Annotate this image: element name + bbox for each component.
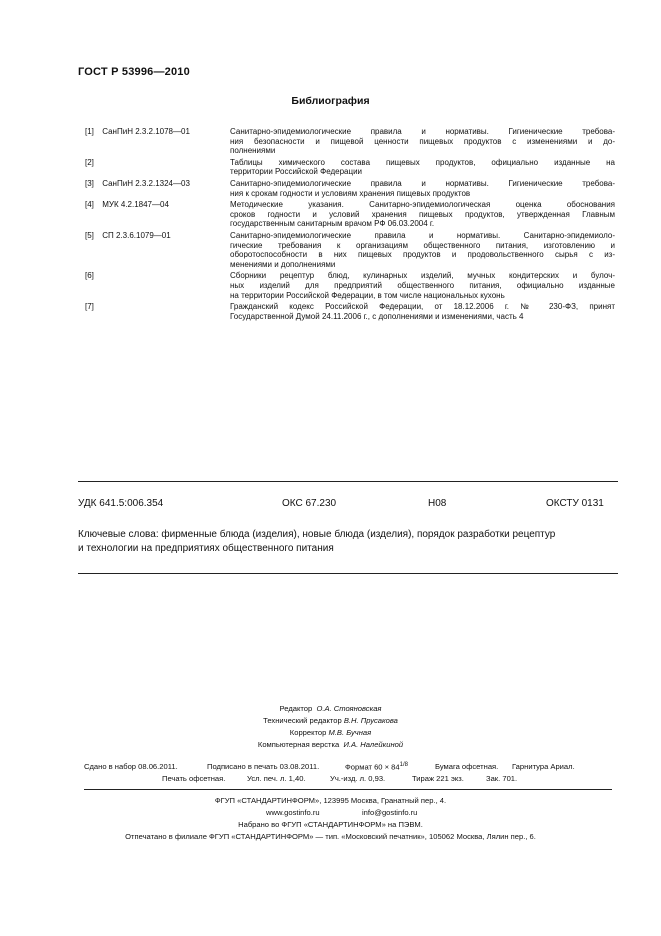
credit-name: М.В. Бучная: [328, 728, 372, 737]
entry-text-line: государственным санитарным врачом РФ 06.03.2004 г.: [230, 219, 435, 229]
publisher-typeset-note: Набрано во ФГУП «СТАНДАРТИНФОРМ» на ПЭВМ.: [238, 820, 423, 829]
imprint-typeset: Сдано в набор 08.06.2011.: [84, 762, 178, 771]
imprint-print: Печать офсетная.: [162, 774, 226, 783]
imprint-paper: Бумага офсетная.: [435, 762, 499, 771]
publisher-printed-note: Отпечатано в филиале ФГУП «СТАНДАРТИНФОРМ» — тип. «Московский печатник», 105062 Москва, Лялин пер., 6.: [125, 832, 536, 841]
keywords: [78, 528, 618, 556]
entry-text-line: Государственной Думой 24.11.2006 г., с дополнениями и изменениями, часть 4: [230, 311, 524, 321]
publisher-website[interactable]: www.gostinfo.ru: [266, 808, 320, 817]
bibliography-entry: [85, 179, 615, 198]
entry-number: [5]: [85, 230, 94, 240]
imprint-font: Гарнитура Ариал.: [512, 762, 575, 771]
entry-text-line: Методические указания. Санитарно-эпидемиологическая оценка обоснования: [230, 200, 615, 210]
entry-number: [7]: [85, 302, 94, 312]
keywords-line: Ключевые слова: фирменные блюда (изделия), новые блюда (изделия), порядок разработки рецептур: [78, 529, 556, 540]
imprint-run: Тираж 221 экз.: [412, 774, 464, 783]
udk-code: УДК 641.5:006.354: [78, 498, 164, 509]
imprint-format-fraction: 1/8: [399, 762, 408, 768]
imprint-pub-sheets: Уч.-изд. л. 0,93.: [330, 774, 386, 783]
entry-text-line: Санитарно-эпидемиологические правила и нормативы. Гигиенические требова-: [230, 127, 615, 136]
entry-text-line: гические требования к организациям общественного питания, изготовлению и: [230, 240, 615, 250]
imprint-format: [345, 762, 408, 772]
bibliography-entry: [85, 302, 615, 321]
credit-corrector: [0, 728, 661, 737]
imprint-signed: Подписано в печать 03.08.2011.: [207, 762, 320, 771]
bibliography-title: Библиография: [291, 95, 370, 107]
credit-label: Компьютерная верстка: [257, 740, 340, 749]
entry-number: [6]: [85, 271, 94, 281]
bibliography-entry: [85, 158, 615, 177]
imprint-format-text: Формат 60 × 84: [345, 762, 400, 772]
divider: [84, 789, 612, 790]
imprint-sheets: Усл. печ. л. 1,40.: [247, 774, 306, 783]
entry-code: МУК 4.2.1847—04: [102, 200, 169, 210]
standard-number: ГОСТ Р 53996—2010: [78, 66, 190, 78]
entry-number: [4]: [85, 200, 94, 210]
bibliography-list: [85, 127, 615, 323]
entry-text-line: сроков годности и условий хранения пищевых продуктов, утвержденная Главным: [230, 209, 615, 219]
entry-text-line: оборотоспособности в них пищевых продуктов и продовольственного сырья с из-: [230, 250, 615, 260]
keywords-line: и технологии на предприятиях общественного питания: [78, 543, 334, 554]
entry-text-line: полнениями: [230, 146, 276, 156]
credit-name: В.Н. Прусакова: [343, 716, 398, 725]
entry-text-line: Санитарно-эпидемиологические правила и нормативы. Гигиенические требова-: [230, 178, 615, 188]
entry-text-line: ния безопасности и пищевой ценности пищевых продуктов с изменениями и до-: [230, 136, 615, 146]
entry-code: СанПиН 2.3.2.1324—03: [102, 178, 190, 188]
entry-number: [2]: [85, 157, 94, 167]
bibliography-entry: [85, 200, 615, 229]
group-code: Н08: [428, 498, 447, 509]
credit-editor: [0, 704, 661, 713]
bibliography-entry: [85, 271, 615, 300]
entry-number: [3]: [85, 178, 94, 188]
entry-text-line: ных изделий для предприятий общественного питания, официально изданные: [230, 280, 615, 290]
credit-label: Редактор: [279, 704, 313, 713]
entry-text-line: ния к срокам годности и условиям хранения пищевых продуктов: [230, 188, 471, 198]
entry-text-line: Сборники рецептур блюд, кулинарных изделий, мучных кондитерских и булоч-: [230, 271, 615, 281]
publisher-email[interactable]: info@gostinfo.ru: [362, 808, 418, 817]
entry-text-line: менениями и дополнениями: [230, 259, 336, 269]
entry-text-line: на территории Российской Федерации, в том числе национальных кухонь: [230, 290, 505, 300]
imprint-order: Зак. 701.: [486, 774, 518, 783]
divider: [78, 481, 618, 482]
credit-tech-editor: [0, 716, 661, 725]
entry-code: СП 2.3.6.1079—01: [102, 230, 171, 240]
divider: [78, 573, 618, 574]
credit-label: Технический редактор: [263, 716, 342, 725]
oks-code: ОКС 67.230: [282, 498, 337, 509]
entry-text-line: Санитарно-эпидемиологические правила и нормативы. Санитарно-эпидемиоло-: [230, 230, 615, 240]
credit-layout: [0, 740, 661, 749]
entry-text-line: территории Российской Федерации: [230, 167, 363, 177]
credit-label: Корректор: [289, 728, 327, 737]
bibliography-entry: [85, 231, 615, 269]
entry-text-line: Гражданский кодекс Российской Федерации, от 18.12.2006 г. № 230-ФЗ, принят: [230, 302, 615, 312]
credit-name: И.А. Налейкиной: [343, 740, 404, 749]
bibliography-entry: [85, 127, 615, 156]
credit-name: О.А. Стояновская: [316, 704, 382, 713]
entry-text-line: Таблицы химического состава пищевых продуктов, официально изданные на: [230, 157, 615, 167]
entry-code: СанПиН 2.3.2.1078—01: [102, 127, 190, 136]
okstu-code: ОКСТУ 0131: [546, 498, 604, 509]
publisher-address: ФГУП «СТАНДАРТИНФОРМ», 123995 Москва, Гранатный пер., 4.: [214, 796, 447, 805]
entry-number: [1]: [85, 127, 94, 136]
